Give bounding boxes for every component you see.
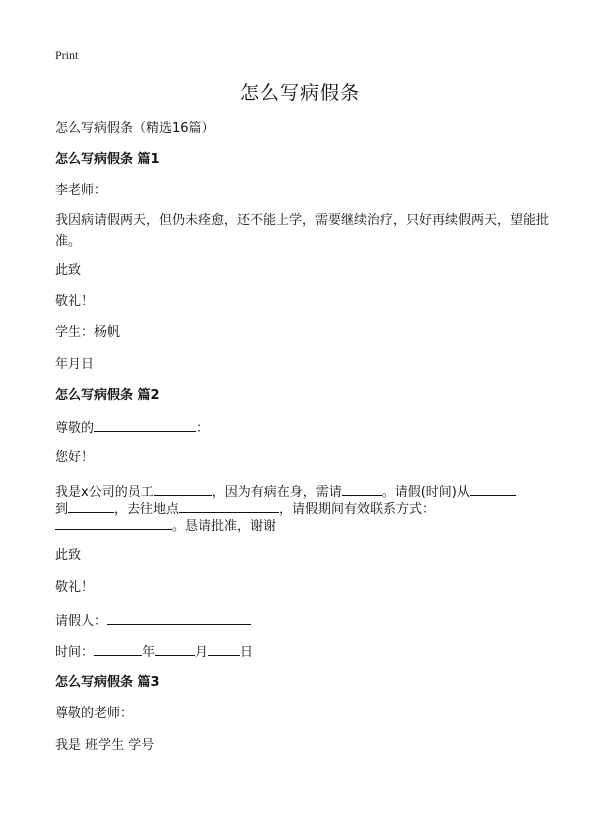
section-2-greeting [55,418,209,438]
section-1-signature: 学生：杨帆 [55,325,121,340]
year-label: 年 [142,645,156,660]
section-2-time [55,642,253,662]
section-2-body-line-3 [55,516,276,536]
document-title: 怎么写病假条 [239,82,360,104]
section-1-closing-2: 敬礼！ [55,294,95,309]
greeting-prefix: 尊敬的 [55,421,95,436]
year-blank [94,642,142,656]
body-text-7: 。恳请批准，谢谢 [172,519,277,534]
section-1-closing-1: 此致 [55,263,82,278]
body-text-5: ，去往地点 [114,502,180,517]
end-time-blank [68,499,114,513]
section-3-line-1: 我是 班学生 学号 [55,738,155,753]
destination-blank [179,499,279,513]
month-blank [155,642,195,656]
body-text-1: 我是x公司的员工 [55,485,154,500]
applicant-label: 请假人： [55,614,108,629]
section-1-date: 年月日 [55,357,95,372]
section-1-body: 我因病请假两天，但仍未痊愈，还不能上学，需要继续治疗，只好再续假两天，望能批准。 [55,213,550,249]
section-3-heading: 怎么写病假条 篇3 [55,675,160,690]
time-label: 时间： [55,645,95,660]
day-label: 日 [240,645,254,660]
employee-name-blank [154,482,212,496]
section-3-greeting: 尊敬的老师： [55,706,134,721]
section-1-heading: 怎么写病假条 篇1 [55,152,160,167]
recipient-blank [94,418,196,432]
section-2-hello: 您好！ [55,450,95,465]
contact-blank [55,516,172,530]
greeting-suffix: ： [196,421,210,436]
section-2-applicant [55,611,251,631]
body-text-2: ，因为有病在身，需请 [211,485,342,500]
body-text-3: 。请假(时间)从 [381,485,470,500]
start-time-blank [470,482,516,496]
month-label: 月 [195,645,209,660]
leave-type-blank [342,482,382,496]
document-subtitle: 怎么写病假条（精选16篇） [55,121,215,136]
body-text-4: 到 [55,502,69,517]
body-text-6: ，请假期间有效联系方式： [279,502,436,517]
day-blank [208,642,240,656]
section-2-heading: 怎么写病假条 篇2 [55,388,160,403]
section-2-closing-1: 此致 [55,548,82,563]
applicant-blank [107,611,251,625]
section-2-closing-2: 敬礼！ [55,580,95,595]
print-link[interactable]: Print [55,48,79,62]
section-1-greeting: 李老师： [55,183,108,198]
